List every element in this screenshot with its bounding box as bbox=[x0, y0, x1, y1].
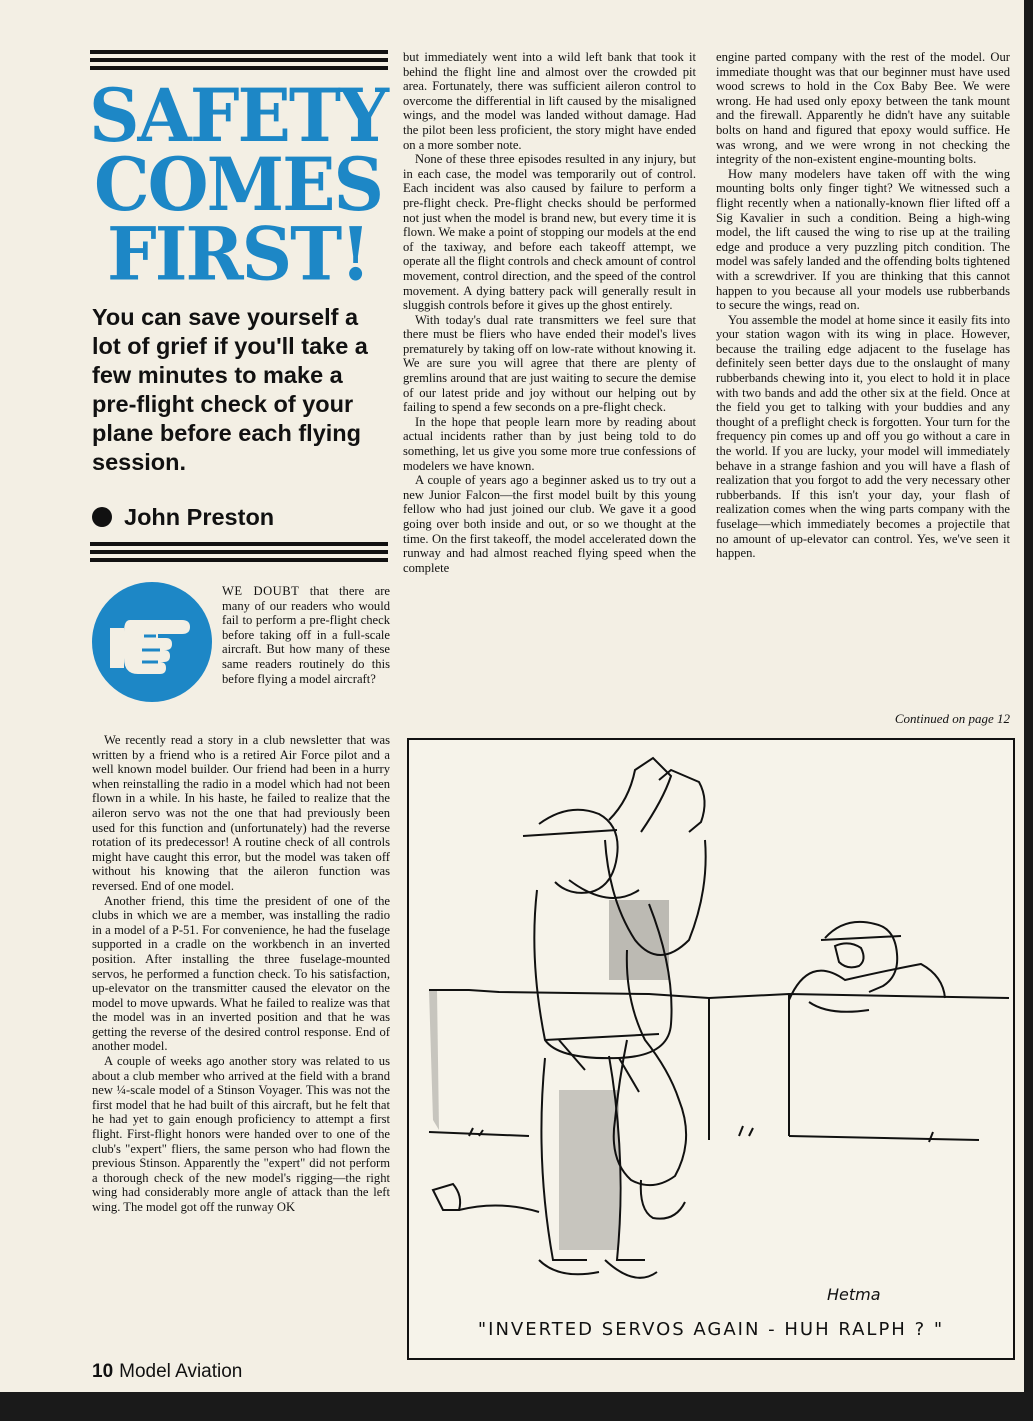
column-2 bbox=[403, 50, 696, 575]
cartoon-caption: "INVERTED SERVOS AGAIN - HUH RALPH ? " bbox=[477, 1319, 945, 1340]
continued-note: Continued on page 12 bbox=[894, 711, 1010, 726]
headline-line-3: FIRST! bbox=[107, 210, 369, 298]
scan-edge-right bbox=[1024, 0, 1033, 1421]
column-1 bbox=[92, 733, 390, 1215]
intro-lead-caps: WE DOUBT bbox=[222, 584, 300, 598]
paragraph: A couple of years ago a beginner asked us to try out a new Junior Falcon—the first model built by this young fellow who had just joined our club. We gave it a good going over both inside and out, or so we thought at the time. On the first takeoff, the model accelerated down the runway and had almost reached flying speed when the complete bbox=[403, 473, 696, 575]
paragraph: In the hope that people learn more by reading about actual incidents rather than by just being told to do something, let us give you some more true confessions of modelers we have known. bbox=[403, 414, 696, 473]
page-folio bbox=[92, 1361, 242, 1383]
pointing-hand-icon bbox=[90, 580, 214, 704]
paragraph: How many modelers have taken off with the wing mounting bolts only finger tight? We witnessed such a flight recently when a nationally-known flier lifted off a Sig Kavalier in such a condition. Being a high-wing model, the lift caused the wing to rise up at the trailing edge and produce a very puzzling pitch condition. The model was safely landed and the offending bolts tightened with a screwdriver. If you are thinking that this cannot happen to you because all your models use rubberbands to secure the wings, read on. bbox=[716, 166, 1010, 313]
headline-line-2: COMES bbox=[93, 140, 383, 229]
paragraph: You assemble the model at home since it easily fits into your station wagon with its wing in place. However, because the trailing edge adjacent to the fuselage has definitely seen better days due to the onslaught of many rubberbands chewing into it, you elect to hold it in place with two bands and add the other six at the field. Once at the field you get to talking with your buddies and any thought of a preflight check is forgotten. Your turn for the frequency pin comes up and off you go without a care in the world. If you are lucky, your model will immediately behave in a strange fashion and you will have a flash of realization that you forgot to add the very necessary other rubberbands. If this isn't your day, your flash of realization comes when the wing parts company with the fuselage—which immediately becomes a projectile that no amount of up-elevator can control. Yes, we've seen it happen. bbox=[716, 312, 1010, 561]
column-3 bbox=[716, 50, 1010, 561]
cartoon-drawing bbox=[409, 740, 1013, 1358]
middle-rules bbox=[90, 542, 388, 566]
paragraph: but immediately went into a wild left bank that took it behind the flight line and almost over the crowded pit area. Fortunately, there was sufficient aileron control to overcome the differential in lift caused by the misaligned wings, and the model was landed without damage. Had the pilot been less proficient, the story might have ended on a more somber note. bbox=[403, 50, 696, 152]
headline bbox=[88, 71, 388, 298]
paragraph: We recently read a story in a club newsletter that was written by a friend who is a retired Air Force pilot and a well known model builder. Our friend had been in a hurry when reinstalling the radio in a model which had not been flown in a while. In his haste, he failed to realize that the aileron servo was not the one that had previously been used for this function and (unfortunately) had the reverse rotation of its predecessor! A routine check of all controls might have caught this error, but the model was taken off without his knowing that the aileron function was reversed. End of one model. bbox=[92, 733, 390, 893]
paragraph: With today's dual rate transmitters we feel sure that there must be fliers who have ended their model's lives prematurely by taking off on low-rate without knowing it. We are sure you will agree that there are plenty of gremlins around that are just waiting to secure the demise of our latest pride and joy without our helping out by failing to spend a few seconds on a pre-flight check. bbox=[403, 312, 696, 415]
headline-line-1: SAFETY bbox=[89, 71, 387, 159]
paragraph: engine parted company with the rest of the model. Our immediate thought was that our beginner must have used wood screws to hold in the Cox Baby Bee. We were wrong. He had used only epoxy between the tank mount and the firewall. Apparently he didn't have any suitable bolts on hand and figured that epoxy would suffice. He was wrong, and we were wrong in not checking the integrity of the non-existent engine-mounting bolts. bbox=[716, 50, 1010, 167]
scan-edge-bottom bbox=[0, 1392, 1033, 1421]
byline bbox=[92, 504, 274, 531]
bullet-icon bbox=[92, 507, 112, 527]
intro-paragraph bbox=[222, 584, 390, 686]
top-rules bbox=[90, 50, 388, 74]
deck-subtitle: You can save yourself a lot of grief if you'll take a few minutes to make a pre-flight check of your plane before each flying session. bbox=[92, 304, 368, 475]
magazine-name: Model Aviation bbox=[119, 1361, 243, 1382]
intro-text: that there are many of our readers who would fail to perform a pre-flight check before taking off in a full-scale aircraft. But how many of these same readers routinely do this before flying a model aircraft? bbox=[222, 584, 390, 686]
cartoon-signature: Hetma bbox=[827, 1285, 881, 1304]
page-number: 10 bbox=[92, 1361, 114, 1382]
paragraph: Another friend, this time the president of one of the clubs in which we are a member, was installing the radio in a model of a P-51. For convenience, he had the fuselage supported in a cradle on the workbench in an inverted position. After installing the three fuselage-mounted servos, he performed a function check. To his satisfaction, up-elevator on the transmitter caused the elevator on the model to move upwards. What he failed to realize was that the model was in an inverted position and that he was getting the reverse of the desired control response. End of another model. bbox=[92, 893, 390, 1054]
paragraph: A couple of weeks ago another story was related to us about a club member who arrived at the field with a brand new ¼-scale model of a Stinson Voyager. This was not the first model that he had built of this aircraft, but he felt that he had yet to gain enough proficiency to attempt a first flight. First-flight honors were handed over to one of the club's "expert" fliers, the same person who had flown the previous Stinson. Apparently the "expert" did not perform a thorough check of the new model's rigging—the right wing had considerably more angle of attack than the left wing. The model got off the runway OK bbox=[92, 1054, 390, 1214]
cartoon-illustration bbox=[407, 738, 1015, 1360]
paragraph: None of these three episodes resulted in any injury, but in each case, the model was temporarily out of control. Each incident was also caused by failure to perform a pre-flight check. Pre-flight checks should be performed not just when the model is brand new, but every time it is flown. We make a point of stopping our models at the end of the taxiway, and before each takeoff attempt, we operate all the flight controls and check amount of control movement, control direction, and the speed of the control movement. A dying battery pack will generally result in sluggish controls before it gives up the ghost entirely. bbox=[403, 152, 696, 313]
author-name: John Preston bbox=[124, 504, 275, 530]
